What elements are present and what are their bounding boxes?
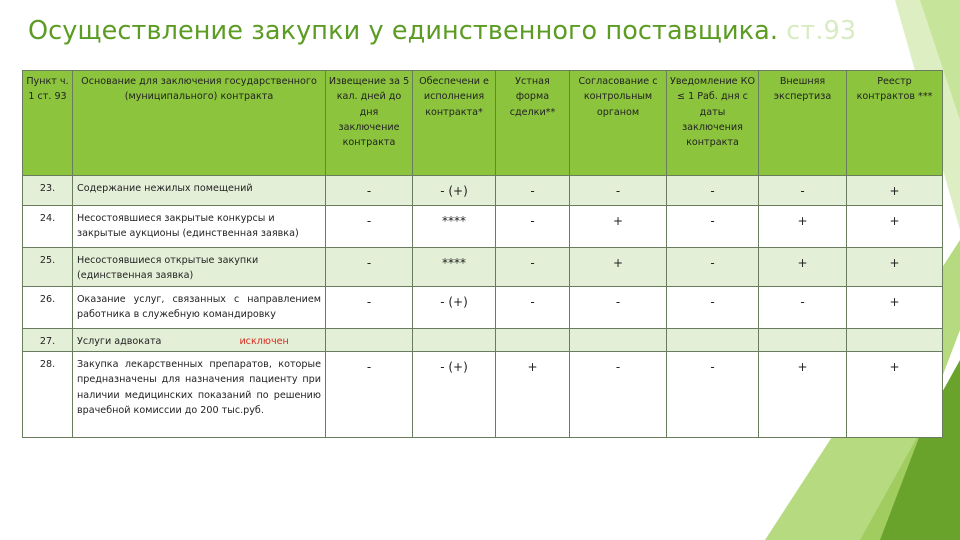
row-number: 25. [23, 248, 73, 287]
header-notification: Уведомление КО ≤ 1 Раб. дня с даты заключения контракта [667, 71, 759, 176]
cell-registry: + [847, 286, 943, 328]
row-description: Закупка лекарственных препаратов, которые предназначены для назначения пациенту при наличии медицинских показаний по решению врачебной комиссии до 200 тыс.руб. [73, 352, 326, 438]
table-row [23, 176, 943, 206]
table-row [23, 286, 943, 328]
row-number: 24. [23, 206, 73, 248]
row-number: 23. [23, 176, 73, 206]
cell-registry: + [847, 176, 943, 206]
excluded-note: исключен [239, 335, 289, 347]
cell-notification: - [667, 248, 759, 287]
cell-oral-form: + [496, 352, 570, 438]
table-row [23, 248, 943, 287]
cell-approval: + [570, 206, 667, 248]
row-description [73, 328, 326, 351]
table-header-row [23, 71, 943, 176]
cell-approval: - [570, 352, 667, 438]
header-notice: Извещение за 5 кал. дней до дня заключение контракта [326, 71, 413, 176]
cell-expertise: + [759, 206, 847, 248]
row-description: Содержание нежилых помещений [73, 176, 326, 206]
row-description: Несостоявшиеся закрытые конкурсы и закрытые аукционы (единственная заявка) [73, 206, 326, 248]
table-row [23, 352, 943, 438]
cell-notification: - [667, 176, 759, 206]
cell-registry: + [847, 352, 943, 438]
cell-oral-form: - [496, 248, 570, 287]
cell-oral-form: - [496, 176, 570, 206]
cell-security: **** [413, 248, 496, 287]
header-security: Обеспечени е исполнения контракта* [413, 71, 496, 176]
cell-notification: - [667, 352, 759, 438]
page-title-faded: ст.93 [778, 16, 857, 46]
cell-registry [847, 328, 943, 351]
cell-security: **** [413, 206, 496, 248]
table-row [23, 206, 943, 248]
cell-security: - (+) [413, 286, 496, 328]
cell-expertise [759, 328, 847, 351]
cell-registry: + [847, 206, 943, 248]
cell-notice: - [326, 352, 413, 438]
cell-security [413, 328, 496, 351]
cell-oral-form: - [496, 206, 570, 248]
cell-oral-form: - [496, 286, 570, 328]
row-description: Оказание услуг, связанных с направлением работника в служебную командировку [73, 286, 326, 328]
cell-approval [570, 328, 667, 351]
row-number: 26. [23, 286, 73, 328]
cell-notification: - [667, 286, 759, 328]
header-approval: Согласование с контрольным органом [570, 71, 667, 176]
cell-approval: + [570, 248, 667, 287]
header-basis: Основание для заключения государственного (муниципального) контракта [73, 71, 326, 176]
cell-expertise: - [759, 286, 847, 328]
cell-oral-form [496, 328, 570, 351]
cell-registry: + [847, 248, 943, 287]
row-description: Несостоявшиеся открытые закупки (единственная заявка) [73, 248, 326, 287]
cell-notice: - [326, 248, 413, 287]
row-number: 28. [23, 352, 73, 438]
row-description-text: Услуги адвоката [77, 335, 162, 347]
cell-security: - (+) [413, 352, 496, 438]
cell-notification: - [667, 206, 759, 248]
page-title-main: Осуществление закупки у единственного поставщика. [28, 16, 779, 46]
cell-notice: - [326, 286, 413, 328]
procurement-table [22, 70, 943, 438]
cell-security: - (+) [413, 176, 496, 206]
page-title [28, 16, 856, 46]
cell-expertise: + [759, 248, 847, 287]
table-row [23, 328, 943, 351]
header-registry: Реестр контрактов *** [847, 71, 943, 176]
cell-notice [326, 328, 413, 351]
cell-expertise: - [759, 176, 847, 206]
cell-approval: - [570, 286, 667, 328]
header-clause: Пункт ч. 1 ст. 93 [23, 71, 73, 176]
row-number: 27. [23, 328, 73, 351]
cell-expertise: + [759, 352, 847, 438]
cell-approval: - [570, 176, 667, 206]
cell-notification [667, 328, 759, 351]
cell-notice: - [326, 176, 413, 206]
header-expertise: Внешняя экспертиза [759, 71, 847, 176]
cell-notice: - [326, 206, 413, 248]
header-oral-form: Устная форма сделки** [496, 71, 570, 176]
